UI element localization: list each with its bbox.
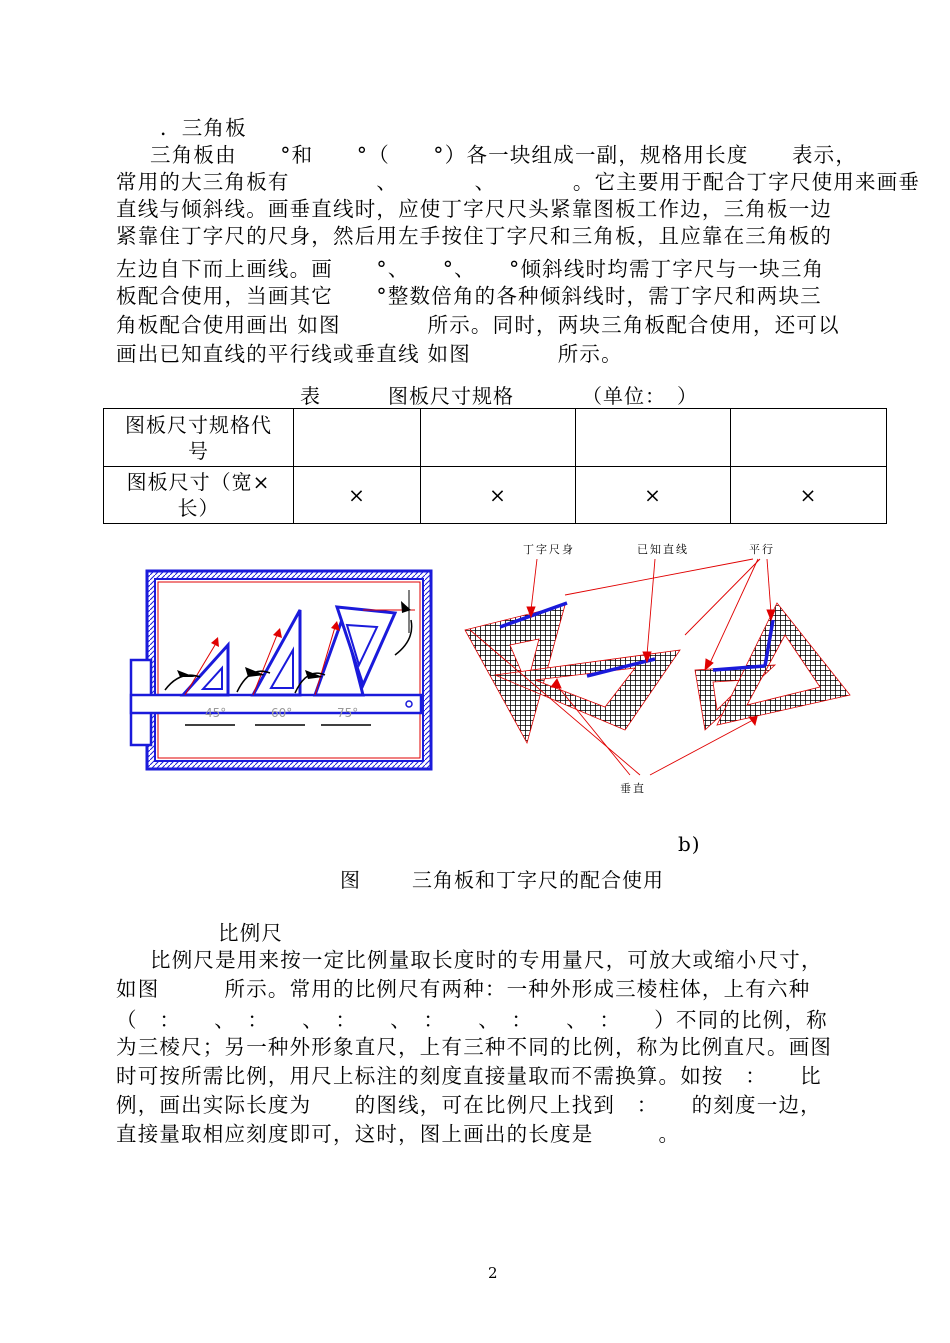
page-number: 2: [488, 1264, 498, 1282]
paragraph-line: 画出已知直线的平行线或垂直线 如图 所示。: [116, 342, 623, 366]
table-cell: [731, 409, 887, 467]
table-cell: ×: [576, 467, 731, 524]
paragraph-line: 角板配合使用画出 如图 所示。同时，两块三角板配合使用，还可以: [116, 313, 840, 337]
drawing-board-figure: [125, 565, 437, 775]
figure-caption: 三角板和丁字尺的配合使用: [412, 868, 664, 892]
paragraph-line: 紧靠住丁字尺的尺身，然后用左手按住丁字尺和三角板，且应靠在三角板的: [116, 224, 833, 248]
paragraph-line: 例，画出实际长度为 的图线，可在比例尺上找到 ： 的刻度一边，: [116, 1093, 822, 1117]
paragraph-line: 板配合使用，当画其它 °整数倍角的各种倾斜线时，需丁字尺和两块三: [116, 284, 822, 308]
angle-label-45: 45°: [205, 706, 227, 720]
table-title: 图板尺寸规格: [388, 384, 514, 408]
parallel-perpendicular-figure: [455, 535, 865, 805]
label-tsquare-body: 丁字尺身: [523, 543, 575, 556]
paragraph-line: 常用的大三角板有 、 、 。它主要用于配合丁字尺使用来画垂: [116, 170, 921, 194]
table-cell: ×: [731, 467, 887, 524]
paragraph-line: （ ： 、 ： 、 ： 、 ： 、 ： 、 ： ）不同的比例，称: [116, 1008, 828, 1032]
paragraph-line: 三角板由 °和 °（ °）各一块组成一副，规格用长度 表示，: [150, 143, 858, 167]
paragraph-line: 左边自下而上画线。画 °、 °、 °倾斜线时均需丁字尺与一块三角: [116, 257, 825, 281]
triangle-pair-right: [695, 603, 850, 730]
row-header-size: 图板尺寸（宽×长）: [104, 467, 294, 524]
label-perpendicular: 垂直: [620, 782, 646, 795]
label-parallel: 平行: [749, 543, 775, 556]
paragraph-line: 为三棱尺；另一种外形象直尺，上有三种不同的比例，称为比例直尺。画图: [116, 1035, 833, 1059]
board-size-table: [103, 408, 887, 524]
subfigure-label: b): [678, 832, 701, 856]
paragraph-line: 如图 所示。常用的比例尺有两种：一种外形成三棱柱体，上有六种: [116, 977, 811, 1001]
label-known-line: 已知直线: [637, 543, 689, 556]
table-cell: [421, 409, 576, 467]
table-cell: ×: [421, 467, 576, 524]
table-cell: [576, 409, 731, 467]
table-cell: ×: [294, 467, 421, 524]
paragraph-line: 直接量取相应刻度即可，这时，图上画出的长度是 。: [116, 1122, 681, 1146]
paragraph-line: 比例尺是用来按一定比例量取长度时的专用量尺，可放大或缩小尺寸，: [150, 948, 823, 972]
row-header-code: 图板尺寸规格代号: [104, 409, 294, 467]
table-unit: （单位： ）: [582, 384, 698, 408]
section-heading-scale: 比例尺: [218, 921, 284, 945]
angle-label-75: 75°: [337, 706, 359, 720]
triangle-pair-left: [465, 603, 680, 743]
figure-label: 图: [340, 868, 361, 892]
paragraph-line: 直线与倾斜线。画垂直线时，应使丁字尺尺头紧靠图板工作边，三角板一边: [116, 197, 833, 221]
paragraph-line: 时可按所需比例，用尺上标注的刻度直接量取而不需换算。如按 ： 比: [116, 1064, 822, 1088]
table-cell: [294, 409, 421, 467]
table-label: 表: [300, 384, 321, 408]
section-heading-triangle: ．三角板: [160, 116, 247, 140]
angle-label-60: 60°: [271, 706, 293, 720]
